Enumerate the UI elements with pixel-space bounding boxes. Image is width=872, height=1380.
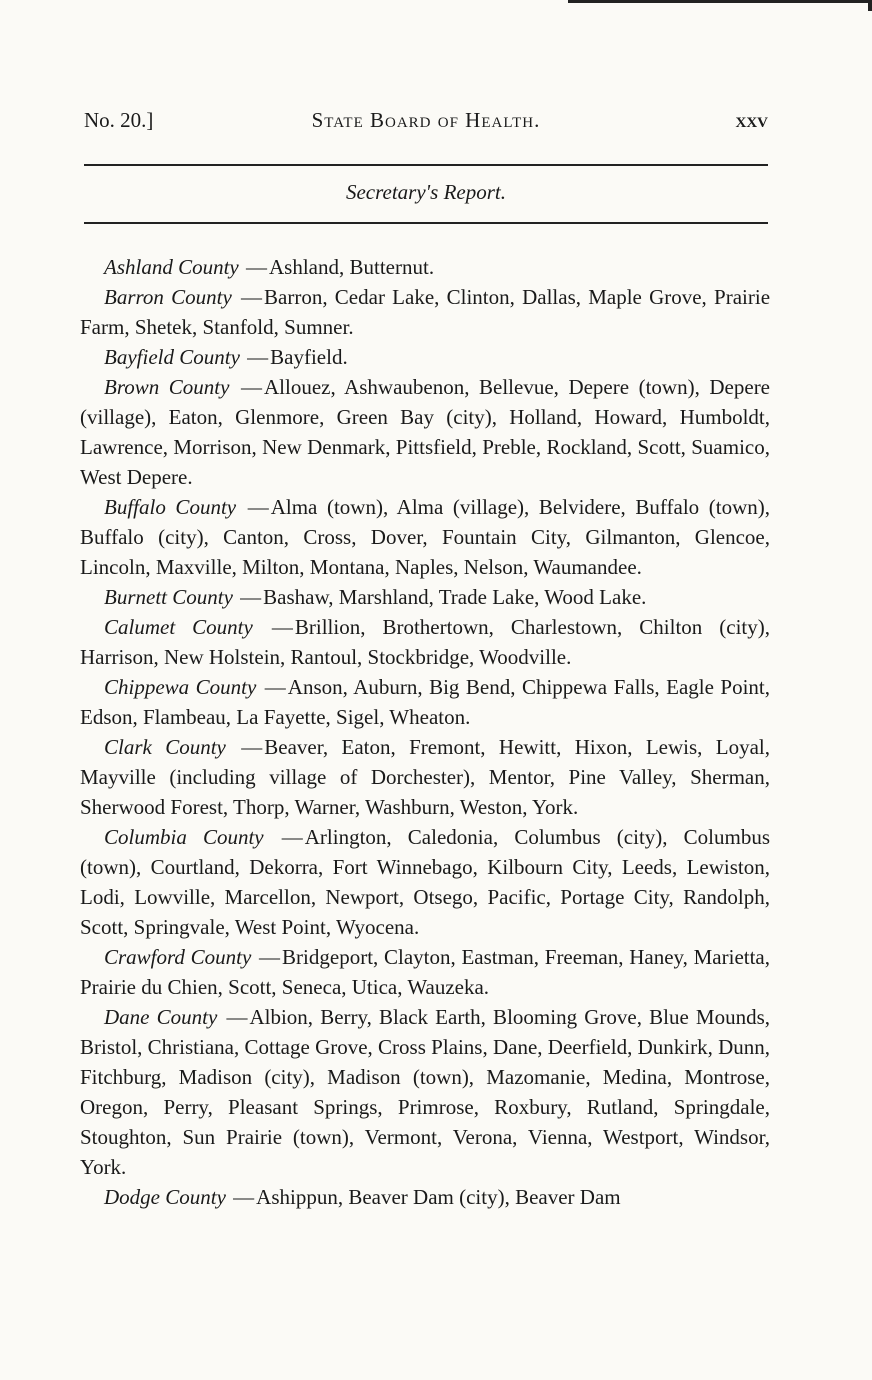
town-list: Brillion, Brothertown, Charlestown, Chilton (city), Harrison, New Holstein, Rantoul, Stockbridge, Woodville. [80,615,771,669]
em-dash: — [219,1005,248,1029]
county-name: Buffalo County [104,495,237,519]
county-name: Clark County [104,735,226,759]
county-entry [80,822,770,942]
town-list: Allouez, Ashwaubenon, Bellevue, Depere (town), Depere (village), Eaton, Glenmore, Green Bay (city), Holland, Howard, Humboldt, Lawrence, Morrison, New Denmark, Pittsfield, Preble, Rockland, Scott, Suamico, West Depere. [80,375,771,489]
em-dash: — [231,375,262,399]
town-list: Ashippun, Beaver Dam (city), Beaver Dam [256,1185,621,1209]
em-dash: — [258,675,286,699]
section-title: Secretary's Report. [345,180,506,204]
county-name: Barron County [104,285,232,309]
town-list: Bashaw, Marshland, Trade Lake, Wood Lake. [263,585,647,609]
page-number: xxv [735,108,768,132]
em-dash: — [240,255,267,279]
town-list: Barron, Cedar Lake, Clinton, Dallas, Maple Grove, Prairie Farm, Shetek, Stanfold, Sumner. [80,285,771,339]
county-entry [80,1182,770,1212]
header-rule-top [84,164,768,166]
town-list: Arlington, Caledonia, Columbus (city), Columbus (town), Courtland, Dekorra, Fort Winnebago, Kilbourn City, Leeds, Lewiston, Lodi, Lowville, Marcellon, Newport, Otsego, Pacific, Portage City, Randolph, Scott, Springvale, West Point, Wyocena. [80,825,770,939]
town-list: Anson, Auburn, Big Bend, Chippewa Falls, Eagle Point, Edson, Flambeau, La Fayette, Sigel, Wheaton. [80,675,771,729]
em-dash: — [254,615,293,639]
county-entry [80,732,770,822]
county-entry [80,612,770,672]
town-list: Alma (town), Alma (village), Belvidere, Buffalo (town), Buffalo (city), Canton, Cross, Dover, Fountain City, Gilmanton, Glencoe, Lincoln, Maxville, Milton, Montana, Naples, Nelson, Waumandee. [80,495,771,579]
county-entry [80,942,770,1002]
county-name: Dodge County [104,1185,226,1209]
county-name: Brown County [104,375,230,399]
document-number: No. 20.] [84,108,154,132]
county-name: Burnett County [104,585,233,609]
county-entry [80,672,770,732]
em-dash: — [234,585,262,609]
county-entry [80,282,770,342]
em-dash: — [233,285,263,309]
county-list [80,252,770,1212]
town-list: Albion, Berry, Black Earth, Blooming Grove, Blue Mounds, Bristol, Christiana, Cottage Grove, Cross Plains, Dane, Deerfield, Dunkirk, Dunn, Fitchburg, Madison (city), Madison (town), Mazomanie, Medina, Montrose, Oregon, Perry, Pleasant Springs, Primrose, Roxbury, Rutland, Springdale, Stoughton, Sun Prairie (town), Vermont, Verona, Vienna, Westport, Windsor, York. [80,1005,771,1179]
running-header [84,108,768,138]
county-entry [80,252,770,282]
page-edge-mark [568,0,872,11]
county-name: Columbia County [104,825,264,849]
town-list: Bayfield. [270,345,348,369]
header-title: State Board of Health. [311,108,541,132]
em-dash: — [227,735,263,759]
county-entry [80,342,770,372]
town-list: Bridgeport, Clayton, Eastman, Freeman, Haney, Marietta, Prairie du Chien, Scott, Seneca, Utica, Wauzeka. [80,945,771,999]
county-entry [80,582,770,612]
county-name: Calumet County [104,615,253,639]
em-dash: — [265,825,303,849]
county-name: Crawford County [104,945,252,969]
county-entry [80,1002,770,1182]
county-name: Bayfield County [104,345,240,369]
county-entry [80,372,770,492]
county-name: Dane County [104,1005,218,1029]
em-dash: — [241,345,269,369]
town-list: Ashland, Butternut. [269,255,435,279]
header-rule-bottom [84,222,768,224]
em-dash: — [253,945,281,969]
em-dash: — [227,1185,255,1209]
county-entry [80,492,770,582]
town-list: Beaver, Eaton, Fremont, Hewitt, Hixon, Lewis, Loyal, Mayville (including village of Dorchester), Mentor, Pine Valley, Sherman, Sherwood Forest, Thorp, Warner, Washburn, Weston, York. [80,735,771,819]
county-name: Chippewa County [104,675,257,699]
em-dash: — [238,495,269,519]
county-name: Ashland County [104,255,239,279]
